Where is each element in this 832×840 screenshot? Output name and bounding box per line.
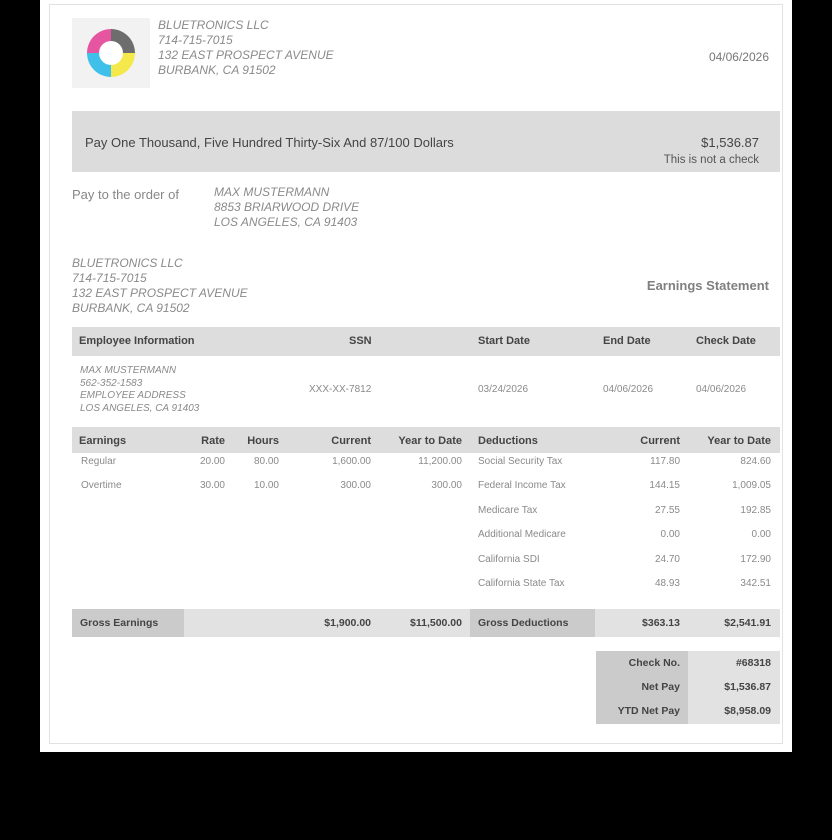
payee-name: MAX MUSTERMANN <box>214 185 330 199</box>
col-rate: Rate <box>201 435 225 447</box>
payee-street: 8853 BRIARWOOD DRIVE <box>214 200 360 214</box>
not-a-check-note: This is not a check <box>663 154 759 166</box>
pay-stub-page <box>40 0 792 752</box>
deduction-name: Medicare Tax <box>478 505 538 516</box>
deduction-row <box>478 578 780 598</box>
deduction-row <box>478 505 780 525</box>
col-start-date: Start Date <box>478 335 530 347</box>
deduction-ytd: 192.85 <box>740 505 771 516</box>
net-pay-summary <box>596 651 780 724</box>
employee-table-header <box>72 327 780 356</box>
col-earnings-ytd: Year to Date <box>398 435 462 447</box>
deduction-ytd: 824.60 <box>740 456 771 467</box>
end-date-value: 04/06/2026 <box>603 384 654 395</box>
earning-rate: 30.00 <box>199 480 225 491</box>
gross-earnings-label-cell <box>72 609 184 637</box>
company-name: BLUETRONICS LLC <box>158 18 269 32</box>
ytd-net-pay-label: YTD Net Pay <box>617 705 680 717</box>
gross-deductions-label-cell <box>470 609 595 637</box>
company-city: BURBANK, CA 91502 <box>158 63 276 77</box>
company-phone: 714-715-7015 <box>158 33 233 47</box>
deduction-name: Social Security Tax <box>478 456 563 467</box>
pay-to-order-label: Pay to the order of <box>72 187 179 202</box>
deduction-name: California SDI <box>478 554 540 565</box>
deduction-ytd: 1,009.05 <box>732 480 771 491</box>
employee-city: LOS ANGELES, CA 91403 <box>80 403 200 415</box>
deduction-row <box>478 480 780 500</box>
gross-earnings-current: $1,900.00 <box>324 617 371 629</box>
col-end-date: End Date <box>603 335 651 347</box>
earning-ytd: 11,200.00 <box>418 456 462 467</box>
pay-amount-band <box>72 111 780 172</box>
earnings-rows <box>72 456 472 516</box>
employee-address: EMPLOYEE ADDRESS <box>80 390 186 402</box>
earning-name: Regular <box>81 456 117 467</box>
col-earnings-current: Current <box>331 435 371 447</box>
deduction-row <box>478 456 780 476</box>
earning-name: Overtime <box>81 480 122 491</box>
deduction-name: Additional Medicare <box>478 529 566 540</box>
col-deductions: Deductions <box>478 435 538 447</box>
pay-stub-frame <box>49 4 783 744</box>
employer-name: BLUETRONICS LLC <box>72 256 183 270</box>
cmyk-swirl-logo-icon <box>83 25 139 81</box>
col-employee-information: Employee Information <box>79 335 195 347</box>
employer-city: BURBANK, CA 91502 <box>72 301 190 315</box>
col-check-date: Check Date <box>696 335 756 347</box>
net-pay-label: Net Pay <box>641 681 680 693</box>
deduction-current: 0.00 <box>660 529 680 540</box>
col-hours: Hours <box>247 435 279 447</box>
check-number-value: #68318 <box>735 657 771 669</box>
deduction-current: 27.55 <box>654 505 680 516</box>
earning-current: 300.00 <box>340 480 371 491</box>
employer-address <box>72 256 248 316</box>
deduction-row <box>478 554 780 574</box>
ssn-value: XXX-XX-7812 <box>309 384 372 395</box>
employer-street: 132 EAST PROSPECT AVENUE <box>72 286 248 300</box>
gross-deductions-label: Gross Deductions <box>478 617 569 629</box>
col-earnings: Earnings <box>79 435 127 447</box>
deduction-ytd: 342.51 <box>740 578 771 589</box>
employee-name: MAX MUSTERMANN <box>80 365 177 376</box>
deduction-current: 48.93 <box>654 578 680 589</box>
earning-current: 1,600.00 <box>332 456 371 467</box>
gross-totals-band <box>72 609 780 637</box>
company-header-address <box>158 18 334 78</box>
gross-earnings-ytd: $11,500.00 <box>410 617 462 629</box>
payee-address <box>214 185 359 230</box>
company-logo <box>72 18 150 88</box>
deduction-rows <box>478 456 780 606</box>
earning-hours: 80.00 <box>253 456 279 467</box>
gross-deductions-current: $363.13 <box>642 617 680 629</box>
employer-phone: 714-715-7015 <box>72 271 147 285</box>
deduction-name: California State Tax <box>478 578 565 589</box>
employee-information <box>80 365 199 416</box>
earnings-row <box>72 480 472 500</box>
pay-amount: $1,536.87 <box>701 135 759 150</box>
col-deductions-current: Current <box>640 435 680 447</box>
earning-hours: 10.00 <box>253 480 279 491</box>
deduction-row <box>478 529 780 549</box>
earning-rate: 20.00 <box>199 456 225 467</box>
deduction-current: 144.15 <box>649 480 680 491</box>
net-pay-value: $1,536.87 <box>724 681 771 693</box>
employee-phone: 562-352-1583 <box>80 377 143 389</box>
deduction-ytd: 0.00 <box>751 529 771 540</box>
col-ssn: SSN <box>349 335 372 347</box>
statement-date: 04/06/2026 <box>708 50 769 64</box>
amount-in-words: Pay One Thousand, Five Hundred Thirty-Six And 87/100 Dollars <box>85 135 454 150</box>
earnings-statement-title: Earnings Statement <box>646 278 769 293</box>
deduction-ytd: 172.90 <box>740 554 771 565</box>
check-number-label: Check No. <box>628 657 680 669</box>
deduction-current: 24.70 <box>654 554 680 565</box>
company-street: 132 EAST PROSPECT AVENUE <box>158 48 334 62</box>
col-deductions-ytd: Year to Date <box>707 435 771 447</box>
payee-city: LOS ANGELES, CA 91403 <box>214 215 358 229</box>
earnings-row <box>72 456 472 476</box>
gross-earnings-label: Gross Earnings <box>80 617 159 629</box>
check-date-value: 04/06/2026 <box>696 384 747 395</box>
ytd-net-pay-value: $8,958.09 <box>724 705 771 717</box>
deduction-current: 117.80 <box>650 456 680 467</box>
earnings-deductions-header <box>72 427 780 453</box>
earning-ytd: 300.00 <box>431 480 462 491</box>
deduction-name: Federal Income Tax <box>478 480 566 491</box>
gross-deductions-ytd: $2,541.91 <box>724 617 771 629</box>
start-date-value: 03/24/2026 <box>478 384 529 395</box>
